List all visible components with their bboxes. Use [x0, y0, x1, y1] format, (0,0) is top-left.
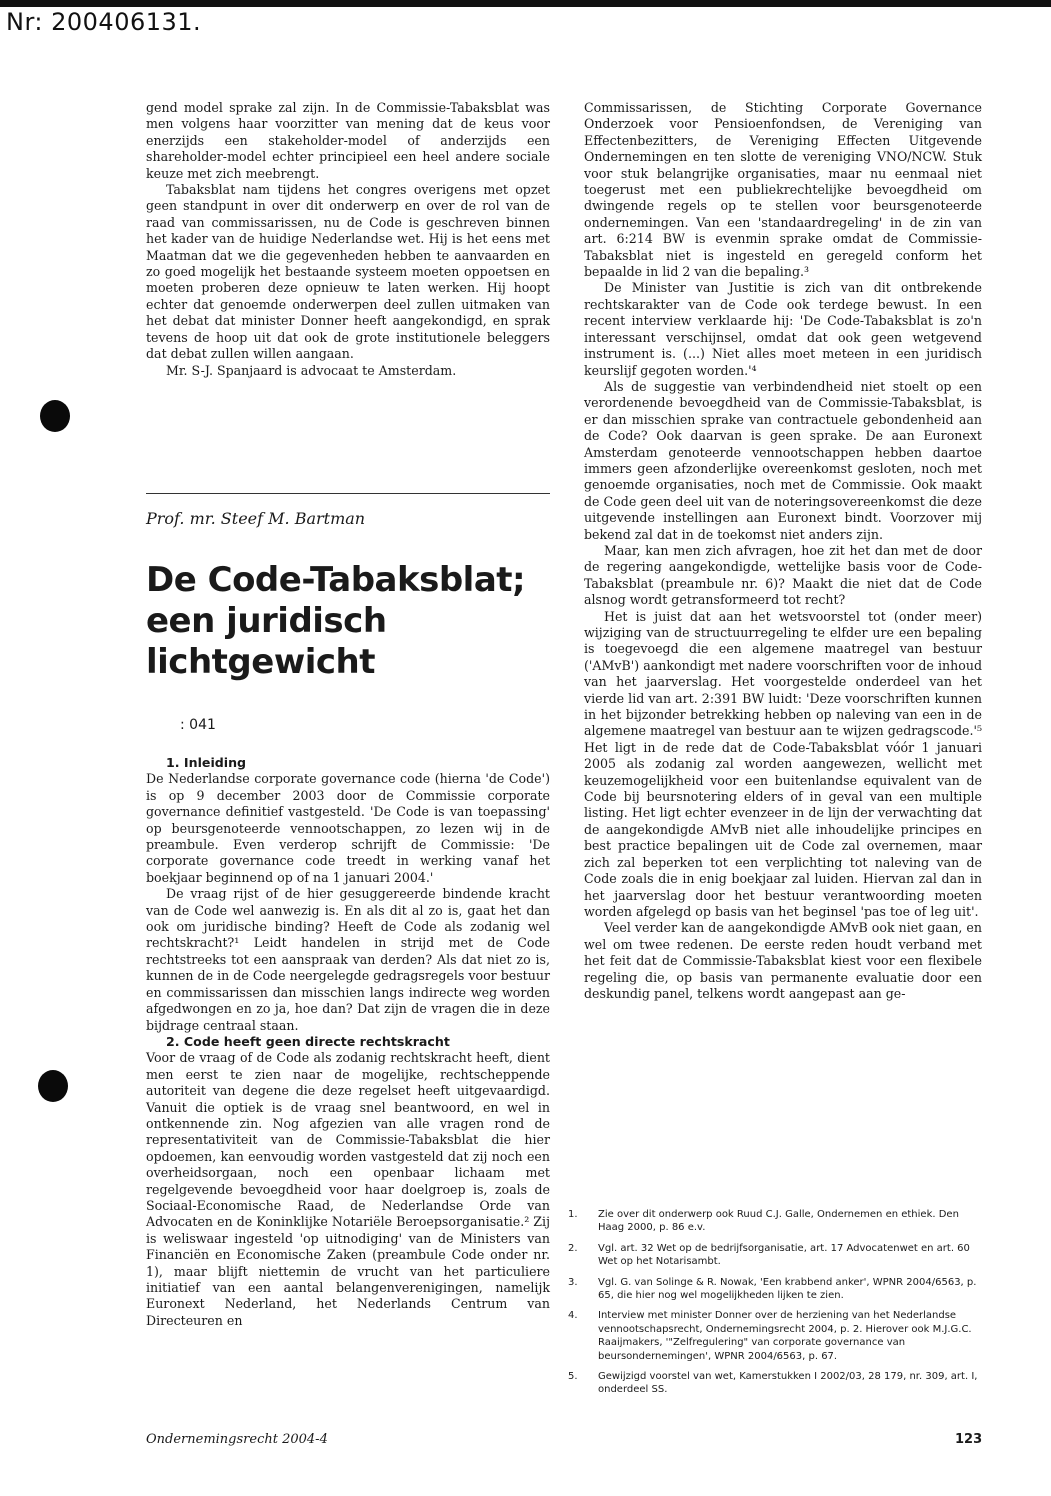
page-number: 123 [955, 1432, 983, 1447]
footnote [568, 1242, 988, 1269]
paragraph: De Nederlandse corporate governance code (hierna 'de Code') is op 9 december 2003 door de Commissie corporate governance definitief vastgesteld. 'De Code is van toepassing' op beursgenoteerde vennootschappen, zo lezen wij in de preambule. Even verderop schrijft de Commissie: 'De corporate governance code treedt in werking vanaf het boekjaar beginnend op of na 1 januari 2004.' [146, 771, 550, 885]
author-note: Mr. S-J. Spanjaard is advocaat te Amsterdam. [166, 362, 457, 378]
top-border [0, 0, 1051, 7]
footnote-number: 3. [568, 1276, 578, 1288]
paragraph: Maar, kan men zich afvragen, hoe zit het dan met de door de regering aangekondigde, wettelijke basis voor de Code-Tabaksblat (preambule nr. 6)? Maakt die niet dat de Code alsnog wordt getransformeerd tot recht? [584, 542, 982, 608]
footnote-text: Vgl. G. van Solinge & R. Nowak, 'Een krabbend anker', WPNR 2004/6563, p. 65, die hier nog wel mogelijkheden lijken te zien. [598, 1276, 977, 1302]
footnote-number: 5. [568, 1371, 578, 1383]
journal-name: Ondernemingsrecht 2004-4 [146, 1432, 328, 1447]
article-byline: Prof. mr. Steef M. Bartman [146, 509, 366, 528]
footnote [568, 1309, 988, 1363]
punch-hole-top [40, 400, 70, 432]
paragraph: De vraag rijst of de hier gesuggereerde bindende kracht van de Code wel aanwezig is. En als dit al zo is, gaat het dan ook om juridische binding? Heeft de Code als zodanig wel rechtskracht?¹ Leidt handelen in strijd met de Code rechtstreeks tot een aanspraak van derden? Als dat niet zo is, kunnen de in de Code neergelegde gedragsregels voor bestuur en commissarissen dan misschien langs indirecte weg worden afgedwongen en zo ja, hoe dan? Dat zijn de vragen die in deze bijdrage centraal staan. [146, 886, 550, 1033]
article-title: De Code-Tabaksblat; een juridisch lichtgewicht [146, 560, 526, 682]
right-column [584, 100, 982, 1002]
paragraph: gend model sprake zal zijn. In de Commissie-Tabaksblat was men volgens haar voorzitter van mening dat de keus voor enerzijds een stakeholder-model of anderzijds een shareholder-model echter principieel een heel andere sociale keuze met zich meebrengt. [146, 100, 550, 181]
paragraph: Tabaksblat nam tijdens het congres overigens met opzet geen standpunt in over dit onderwerp en over de rol van de raad van commissarissen, nu de Code is geschreven binnen het kader van de huidige Nederlandse wet. Hij is het eens met Maatman dat we die gegevenheden hebben te aanvaarden en zo goed mogelijk het bestaande systeem moeten oppoetsen en moeten proberen deze opnieuw te laten werken. Hij hoopt echter dat genoemde onderwerpen deel zullen uitmaken van het debat dat minister Donner heeft aangekondigd, en sprak tevens de hoop uit dat ook de grote institutionele beleggers dat debat zullen willen aangaan. [146, 182, 550, 362]
section-heading: 2. Code heeft geen directe rechtskracht [166, 1033, 450, 1049]
footnote-text: Zie over dit onderwerp ook Ruud C.J. Galle, Ondernemen en ethiek. Den Haag 2000, p. 86 e.v. [598, 1209, 959, 1234]
article-divider [146, 493, 550, 494]
footnote-text: Interview met minister Donner over de herziening van het Nederlandse vennootschapsrecht, Ondernemingsrecht 2004, p. 2. Hierover ook M.J.G.C. Raaijmakers, '"Zelfregulering" van corporate governance van beursondernemingen', WPNR 2004/6563, p. 67. [598, 1310, 972, 1362]
paragraph: Commissarissen, de Stichting Corporate Governance Onderzoek voor Pensioenfondsen, de Vereniging van Effectenbezitters, de Vereniging Effecten Uitgevende Ondernemingen en ten slotte de vereniging VNO/NCW. Stuk voor stuk belangrijke organisaties, maar nu eenmaal niet toegerust met een publiekrechtelijke bevoegdheid om dwingende regels op te stellen voor beursgenoteerde ondernemingen. Van een 'standaardregeling' in de zin van art. 6:214 BW is evenmin sprake omdat de Commissie-Tabaksblat niet is ingesteld en geregeld conform het bepaalde in lid 2 van die bepaling.³ [584, 100, 982, 280]
footnote-number: 4. [568, 1310, 578, 1322]
footnote-number: 2. [568, 1242, 578, 1254]
left-column-intro [146, 100, 550, 379]
section-heading: 1. Inleiding [166, 755, 247, 770]
paragraph: Voor de vraag of de Code als zodanig rechtskracht heeft, dient men eerst te zien naar de mogelijke, rechtscheppende autoriteit van degene die deze regelset heeft uitgevaardigd. Vanuit die optiek is de vraag snel beantwoord, en wel in ontkennende zin. Nog afgezien van alle vragen rond de representativiteit van de Commissie-Tabaksblat die hier opdoemen, kan eenvoudig worden vastgesteld dat zij noch een overheidsorgaan, noch een openbaar lichaam met regelgevende bevoegdheid voor haar doelgroep is, zoals de Sociaal-Economische Raad, de Nederlandse Orde van Advocaten en de Koninklijke Notariële Beroepsorganisatie.² Zij is weliswaar ingesteld 'op uitnodiging' van de Ministers van Financiën en Economische Zaken (preambule Code onder nr. 1), maar blijft niettemin de vrucht van het particuliere initiatief van een aantal belangenverenigingen, namelijk Euronext Nederland, het Nederlands Centrum van Directeuren en [146, 1050, 550, 1328]
footnote [568, 1208, 988, 1235]
left-column-article [146, 755, 550, 1329]
footnote-number: 1. [568, 1209, 578, 1220]
footnote [568, 1370, 988, 1397]
document-number: Nr: 200406131. [6, 8, 202, 36]
punch-hole-bottom [38, 1070, 68, 1102]
paragraph: Veel verder kan de aangekondigde AMvB ook niet gaan, en wel om twee redenen. De eerste reden houdt verband met het feit dat de Commissie-Tabaksblat kiest voor een flexibele regeling die, op basis van permanente evaluatie door een deskundig panel, telkens wordt aangepast aan ge- [584, 920, 982, 1001]
footnote-text: Vgl. art. 32 Wet op de bedrijfsorganisatie, art. 17 Advocatenwet en art. 60 Wet op het Notarisambt. [598, 1242, 970, 1268]
footnote-text: Gewijzigd voorstel van wet, Kamerstukken I 2002/03, 28 179, nr. 309, art. I, onderdeel SS. [598, 1371, 978, 1396]
footnotes [568, 1208, 988, 1404]
paragraph: Als de suggestie van verbindendheid niet stoelt op een verordenende bevoegdheid van de Commissie-Tabaksblat, is er dan misschien sprake van contractuele gebondenheid aan de Code? Ook daarvan is geen sprake. De aan Euronext Amsterdam genoteerde vennootschappen hebben daartoe immers geen afzonderlijke overeenkomst gesloten, noch met genoemde organisaties, noch met de Commissie. Ook maakt de Code geen deel uit van de noteringsovereenkomst die deze uitgevende instellingen aan Euronext bindt. Voorzover mij bekend zal dat in de toekomst niet anders zijn. [584, 378, 982, 542]
paragraph: Het is juist dat aan het wetsvoorstel tot (onder meer) wijziging van de structuurregeling te elfder ure een bepaling is toegevoegd die een algemene maatregel van bestuur ('AMvB') aankondigt met nadere voorschriften voor de inhoud van het jaarverslag. Het voorgestelde onderdeel van het vierde lid van art. 2:391 BW luidt: 'Deze voorschriften kunnen in het bijzonder betrekking hebben op naleving van een in de algemene maatregel van bestuur aan te wijzen gedragscode.'⁵ Het ligt in de rede dat de Code-Tabaksblat vóór 1 januari 2005 als zodanig zal worden aangewezen, wellicht met keuzemogelijkheid voor een buitenlandse equivalent van de Code bij beursnotering elders of in geval van een multiple listing. Het ligt echter evenzeer in de lijn der verwachting dat de aangekondigde AMvB niet alle inhoudelijke principes en best practice bepalingen uit de Code zal overnemen, maar zich zal beperken tot een verplichting tot naleving van de Code zoals die in enig boekjaar zal luiden. Hiervan zal dan in het jaarverslag door het bestuur verantwoording moeten worden afgelegd op basis van het beginsel 'pas toe of leg uit'. [584, 608, 982, 919]
footnote [568, 1276, 988, 1303]
article-code-number: : 041 [180, 717, 216, 733]
paragraph: De Minister van Justitie is zich van dit ontbrekende rechtskarakter van de Code ook terdege bewust. In een recent interview verklaarde hij: 'De Code-Tabaksblat is zo'n interessant verschijnsel, omdat dat ook geen wetgevend instrument is. (...) Niet alles moet meteen in een juridisch keurslijf gegoten worden.'⁴ [584, 280, 982, 378]
